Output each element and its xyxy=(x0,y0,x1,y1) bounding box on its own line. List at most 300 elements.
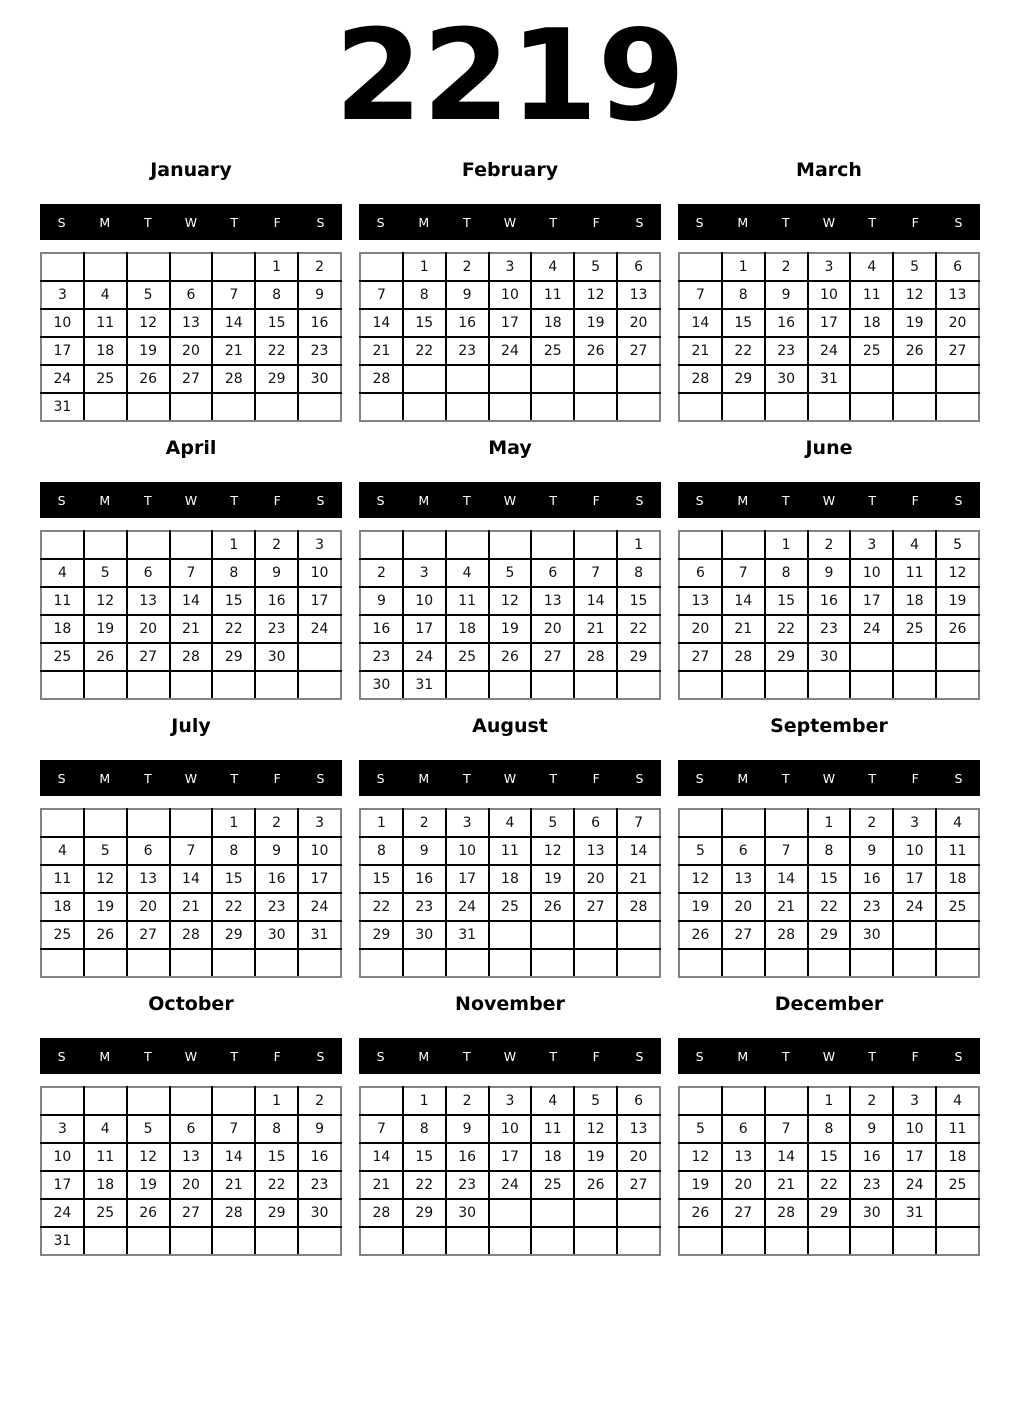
day-cell: 5 xyxy=(679,837,722,865)
day-cell: 31 xyxy=(41,393,84,421)
day-cell: 16 xyxy=(255,587,298,615)
day-cell-empty xyxy=(403,365,446,393)
day-cell: 4 xyxy=(531,1087,574,1115)
day-cell-empty xyxy=(617,949,660,977)
day-cell: 24 xyxy=(446,893,489,921)
day-cell-empty xyxy=(84,809,127,837)
day-cell: 2 xyxy=(446,1087,489,1115)
day-cell: 11 xyxy=(531,281,574,309)
day-cell: 24 xyxy=(298,615,341,643)
week-row xyxy=(679,281,979,309)
weekday-label: F xyxy=(273,1048,281,1064)
day-cell: 22 xyxy=(403,337,446,365)
day-cell-empty xyxy=(617,921,660,949)
week-row xyxy=(679,1227,979,1255)
weekday-label: T xyxy=(144,770,152,786)
day-cell: 23 xyxy=(360,643,403,671)
day-cell-empty xyxy=(298,671,341,699)
day-cell: 11 xyxy=(41,865,84,893)
day-cell-empty xyxy=(170,531,213,559)
weekday-label: S xyxy=(316,214,325,230)
weekday-label: W xyxy=(822,770,836,786)
day-cell: 13 xyxy=(127,865,170,893)
day-cell-empty xyxy=(127,253,170,281)
day-cell: 5 xyxy=(679,1115,722,1143)
weekday-label: M xyxy=(737,1048,749,1064)
day-cell-empty xyxy=(574,671,617,699)
day-cell: 15 xyxy=(212,587,255,615)
day-cell: 27 xyxy=(936,337,979,365)
day-cell: 25 xyxy=(936,893,979,921)
day-cell: 20 xyxy=(127,615,170,643)
day-cell: 15 xyxy=(212,865,255,893)
day-cell-empty xyxy=(617,393,660,421)
day-cell-empty xyxy=(360,253,403,281)
day-cell: 22 xyxy=(212,893,255,921)
weekday-label: S xyxy=(316,1048,325,1064)
weekday-label: W xyxy=(503,770,517,786)
day-cell: 23 xyxy=(446,1171,489,1199)
week-row xyxy=(41,1227,341,1255)
week-row xyxy=(679,1143,979,1171)
weekday-label: T xyxy=(868,492,876,508)
day-cell-empty xyxy=(531,365,574,393)
weekday-label: T xyxy=(144,214,152,230)
day-cell: 20 xyxy=(722,893,765,921)
day-cell: 4 xyxy=(531,253,574,281)
day-cell-empty xyxy=(170,949,213,977)
day-cell-empty xyxy=(617,1199,660,1227)
day-cell-empty xyxy=(531,1199,574,1227)
day-cell: 13 xyxy=(170,1143,213,1171)
day-cell: 17 xyxy=(893,865,936,893)
day-cell: 23 xyxy=(850,893,893,921)
day-cell: 29 xyxy=(212,643,255,671)
day-cell: 3 xyxy=(41,281,84,309)
day-cell: 11 xyxy=(850,281,893,309)
day-cell: 15 xyxy=(808,1143,851,1171)
month-title: December xyxy=(774,993,884,1015)
day-cell: 26 xyxy=(574,1171,617,1199)
day-cell: 5 xyxy=(574,1087,617,1115)
month-february xyxy=(359,152,661,430)
day-cell: 2 xyxy=(403,809,446,837)
day-cell-empty xyxy=(127,671,170,699)
month-title: March xyxy=(796,159,862,181)
week-row xyxy=(41,809,341,837)
day-cell: 20 xyxy=(127,893,170,921)
day-cell-empty xyxy=(212,253,255,281)
week-row xyxy=(360,559,660,587)
weekday-label: W xyxy=(184,1048,198,1064)
day-cell: 17 xyxy=(403,615,446,643)
day-cell: 25 xyxy=(531,1171,574,1199)
day-cell-empty xyxy=(170,671,213,699)
day-cell-empty xyxy=(574,949,617,977)
day-cell: 9 xyxy=(446,1115,489,1143)
day-cell: 21 xyxy=(212,337,255,365)
day-cell: 2 xyxy=(850,1087,893,1115)
weekday-header xyxy=(40,204,342,240)
day-cell: 8 xyxy=(212,837,255,865)
day-cell-empty xyxy=(489,1227,532,1255)
day-cell-empty xyxy=(403,949,446,977)
day-cell: 9 xyxy=(850,837,893,865)
day-cell-empty xyxy=(893,643,936,671)
month-december xyxy=(678,986,980,1264)
day-cell: 3 xyxy=(446,809,489,837)
week-row xyxy=(360,253,660,281)
week-row xyxy=(360,393,660,421)
day-cell: 10 xyxy=(298,559,341,587)
weekday-label: M xyxy=(737,770,749,786)
day-cell-empty xyxy=(531,921,574,949)
day-cell: 14 xyxy=(360,309,403,337)
day-cell: 30 xyxy=(298,1199,341,1227)
day-cell-empty xyxy=(489,393,532,421)
day-cell-empty xyxy=(84,253,127,281)
day-cell: 22 xyxy=(808,893,851,921)
day-cell: 19 xyxy=(893,309,936,337)
day-cell: 17 xyxy=(808,309,851,337)
day-cell: 4 xyxy=(936,809,979,837)
day-cell: 28 xyxy=(679,365,722,393)
month-grid xyxy=(40,252,342,422)
week-row xyxy=(360,1171,660,1199)
month-grid xyxy=(678,1086,980,1256)
month-july xyxy=(40,708,342,986)
day-cell-empty xyxy=(936,1227,979,1255)
week-row xyxy=(360,531,660,559)
day-cell: 14 xyxy=(360,1143,403,1171)
day-cell: 6 xyxy=(170,1115,213,1143)
day-cell: 22 xyxy=(808,1171,851,1199)
day-cell-empty xyxy=(936,365,979,393)
day-cell-empty xyxy=(298,949,341,977)
day-cell: 3 xyxy=(489,253,532,281)
month-october xyxy=(40,986,342,1264)
day-cell: 7 xyxy=(170,559,213,587)
week-row xyxy=(360,949,660,977)
day-cell: 21 xyxy=(170,893,213,921)
weekday-label: S xyxy=(695,1048,704,1064)
month-title: September xyxy=(770,715,888,737)
day-cell: 11 xyxy=(41,587,84,615)
day-cell-empty xyxy=(255,1227,298,1255)
weekday-header xyxy=(40,482,342,518)
day-cell-empty xyxy=(936,921,979,949)
month-grid xyxy=(678,252,980,422)
day-cell-empty xyxy=(893,949,936,977)
day-cell: 14 xyxy=(617,837,660,865)
day-cell: 26 xyxy=(84,921,127,949)
day-cell: 30 xyxy=(298,365,341,393)
day-cell: 5 xyxy=(127,1115,170,1143)
weekday-header xyxy=(678,1038,980,1074)
day-cell-empty xyxy=(127,1087,170,1115)
day-cell: 13 xyxy=(617,281,660,309)
weekday-label: T xyxy=(549,492,557,508)
day-cell-empty xyxy=(360,949,403,977)
weekday-label: M xyxy=(99,770,111,786)
month-january xyxy=(40,152,342,430)
day-cell: 4 xyxy=(84,281,127,309)
day-cell-empty xyxy=(574,531,617,559)
day-cell: 12 xyxy=(127,309,170,337)
day-cell: 7 xyxy=(679,281,722,309)
weekday-label: F xyxy=(273,770,281,786)
week-row xyxy=(679,337,979,365)
weekday-label: S xyxy=(316,492,325,508)
day-cell-empty xyxy=(170,393,213,421)
day-cell-empty xyxy=(679,671,722,699)
day-cell: 1 xyxy=(255,253,298,281)
weekday-label: S xyxy=(635,214,644,230)
day-cell: 21 xyxy=(574,615,617,643)
day-cell: 6 xyxy=(617,1087,660,1115)
week-row xyxy=(41,671,341,699)
day-cell: 10 xyxy=(489,1115,532,1143)
day-cell: 28 xyxy=(170,921,213,949)
day-cell: 11 xyxy=(893,559,936,587)
day-cell: 21 xyxy=(170,615,213,643)
day-cell-empty xyxy=(255,671,298,699)
day-cell: 14 xyxy=(170,587,213,615)
weekday-label: T xyxy=(782,1048,790,1064)
day-cell-empty xyxy=(850,643,893,671)
day-cell: 28 xyxy=(212,365,255,393)
day-cell: 5 xyxy=(127,281,170,309)
day-cell: 18 xyxy=(41,893,84,921)
day-cell-empty xyxy=(127,393,170,421)
day-cell: 2 xyxy=(360,559,403,587)
week-row xyxy=(679,671,979,699)
month-title: January xyxy=(150,159,232,181)
day-cell: 26 xyxy=(84,643,127,671)
day-cell: 12 xyxy=(127,1143,170,1171)
day-cell-empty xyxy=(679,1087,722,1115)
day-cell: 29 xyxy=(403,1199,446,1227)
day-cell: 22 xyxy=(765,615,808,643)
day-cell: 24 xyxy=(41,365,84,393)
day-cell-empty xyxy=(84,671,127,699)
day-cell: 16 xyxy=(298,1143,341,1171)
day-cell: 1 xyxy=(212,531,255,559)
day-cell: 3 xyxy=(298,531,341,559)
day-cell: 19 xyxy=(531,865,574,893)
day-cell: 7 xyxy=(765,1115,808,1143)
day-cell: 26 xyxy=(893,337,936,365)
weekday-label: F xyxy=(911,214,919,230)
day-cell-empty xyxy=(850,365,893,393)
day-cell: 12 xyxy=(574,1115,617,1143)
day-cell-empty xyxy=(531,671,574,699)
day-cell: 29 xyxy=(212,921,255,949)
day-cell: 27 xyxy=(679,643,722,671)
week-row xyxy=(360,643,660,671)
day-cell-empty xyxy=(765,1087,808,1115)
day-cell: 19 xyxy=(489,615,532,643)
day-cell: 7 xyxy=(212,1115,255,1143)
month-grid xyxy=(678,530,980,700)
weekday-label: M xyxy=(418,492,430,508)
week-row xyxy=(360,615,660,643)
day-cell: 26 xyxy=(489,643,532,671)
week-row xyxy=(360,309,660,337)
day-cell: 30 xyxy=(403,921,446,949)
day-cell-empty xyxy=(127,949,170,977)
day-cell: 29 xyxy=(360,921,403,949)
day-cell-empty xyxy=(446,949,489,977)
day-cell-empty xyxy=(489,531,532,559)
day-cell: 8 xyxy=(403,1115,446,1143)
weekday-label: T xyxy=(463,770,471,786)
week-row xyxy=(360,893,660,921)
day-cell-empty xyxy=(679,531,722,559)
day-cell: 30 xyxy=(850,1199,893,1227)
day-cell-empty xyxy=(808,671,851,699)
day-cell: 26 xyxy=(679,1199,722,1227)
day-cell-empty xyxy=(893,365,936,393)
day-cell: 11 xyxy=(936,837,979,865)
day-cell: 15 xyxy=(808,865,851,893)
day-cell: 17 xyxy=(850,587,893,615)
month-title: May xyxy=(488,437,532,459)
day-cell: 6 xyxy=(574,809,617,837)
weekday-label: F xyxy=(592,492,600,508)
day-cell-empty xyxy=(170,809,213,837)
day-cell: 2 xyxy=(808,531,851,559)
day-cell: 24 xyxy=(893,893,936,921)
day-cell: 27 xyxy=(617,337,660,365)
day-cell: 16 xyxy=(255,865,298,893)
day-cell: 17 xyxy=(489,309,532,337)
day-cell: 28 xyxy=(722,643,765,671)
weekday-header xyxy=(40,760,342,796)
day-cell: 7 xyxy=(722,559,765,587)
day-cell-empty xyxy=(41,531,84,559)
day-cell: 15 xyxy=(403,1143,446,1171)
day-cell: 10 xyxy=(41,1143,84,1171)
day-cell-empty xyxy=(765,393,808,421)
day-cell-empty xyxy=(489,1199,532,1227)
week-row xyxy=(360,1199,660,1227)
day-cell-empty xyxy=(298,643,341,671)
day-cell: 12 xyxy=(679,865,722,893)
day-cell-empty xyxy=(936,1199,979,1227)
day-cell: 3 xyxy=(298,809,341,837)
year-title: 2219 xyxy=(334,2,686,149)
week-row xyxy=(679,837,979,865)
day-cell: 13 xyxy=(617,1115,660,1143)
day-cell-empty xyxy=(893,1227,936,1255)
weekday-label: T xyxy=(782,770,790,786)
week-row xyxy=(679,809,979,837)
day-cell: 3 xyxy=(41,1115,84,1143)
week-row xyxy=(41,587,341,615)
day-cell-empty xyxy=(84,1227,127,1255)
day-cell: 25 xyxy=(41,921,84,949)
day-cell: 3 xyxy=(850,531,893,559)
day-cell: 18 xyxy=(936,1143,979,1171)
day-cell: 5 xyxy=(893,253,936,281)
day-cell-empty xyxy=(617,365,660,393)
day-cell: 7 xyxy=(212,281,255,309)
day-cell-empty xyxy=(41,671,84,699)
weekday-label: S xyxy=(695,214,704,230)
day-cell: 10 xyxy=(489,281,532,309)
day-cell: 15 xyxy=(403,309,446,337)
day-cell-empty xyxy=(722,393,765,421)
day-cell: 15 xyxy=(765,587,808,615)
day-cell-empty xyxy=(212,671,255,699)
day-cell: 19 xyxy=(936,587,979,615)
day-cell: 29 xyxy=(255,365,298,393)
weekday-label: S xyxy=(57,770,66,786)
day-cell: 12 xyxy=(893,281,936,309)
day-cell: 9 xyxy=(298,1115,341,1143)
week-row xyxy=(41,531,341,559)
day-cell-empty xyxy=(850,671,893,699)
day-cell-empty xyxy=(722,1087,765,1115)
day-cell: 17 xyxy=(298,587,341,615)
day-cell: 22 xyxy=(212,615,255,643)
day-cell: 10 xyxy=(893,837,936,865)
weekday-header xyxy=(359,482,661,518)
day-cell: 24 xyxy=(403,643,446,671)
day-cell-empty xyxy=(850,393,893,421)
day-cell: 31 xyxy=(446,921,489,949)
day-cell: 10 xyxy=(893,1115,936,1143)
day-cell: 17 xyxy=(446,865,489,893)
day-cell: 6 xyxy=(617,253,660,281)
day-cell: 27 xyxy=(617,1171,660,1199)
day-cell: 13 xyxy=(170,309,213,337)
day-cell: 15 xyxy=(360,865,403,893)
week-row xyxy=(679,531,979,559)
day-cell: 18 xyxy=(850,309,893,337)
weekday-label: W xyxy=(503,492,517,508)
weekday-label: M xyxy=(418,770,430,786)
week-row xyxy=(679,893,979,921)
day-cell-empty xyxy=(722,809,765,837)
weekday-label: M xyxy=(99,214,111,230)
day-cell: 9 xyxy=(446,281,489,309)
day-cell: 26 xyxy=(531,893,574,921)
weekday-label: F xyxy=(592,214,600,230)
day-cell-empty xyxy=(212,393,255,421)
day-cell: 2 xyxy=(298,253,341,281)
day-cell: 7 xyxy=(765,837,808,865)
day-cell-empty xyxy=(679,393,722,421)
day-cell: 19 xyxy=(679,893,722,921)
weekday-header xyxy=(359,204,661,240)
weekday-label: S xyxy=(954,1048,963,1064)
day-cell-empty xyxy=(765,949,808,977)
weekday-label: W xyxy=(822,1048,836,1064)
weekday-label: M xyxy=(99,492,111,508)
week-row xyxy=(360,281,660,309)
day-cell: 19 xyxy=(574,1143,617,1171)
day-cell-empty xyxy=(893,393,936,421)
day-cell: 29 xyxy=(808,921,851,949)
weekday-label: T xyxy=(230,1048,238,1064)
day-cell: 1 xyxy=(617,531,660,559)
day-cell: 18 xyxy=(531,1143,574,1171)
weekday-header xyxy=(678,482,980,518)
day-cell: 16 xyxy=(298,309,341,337)
week-row xyxy=(679,949,979,977)
